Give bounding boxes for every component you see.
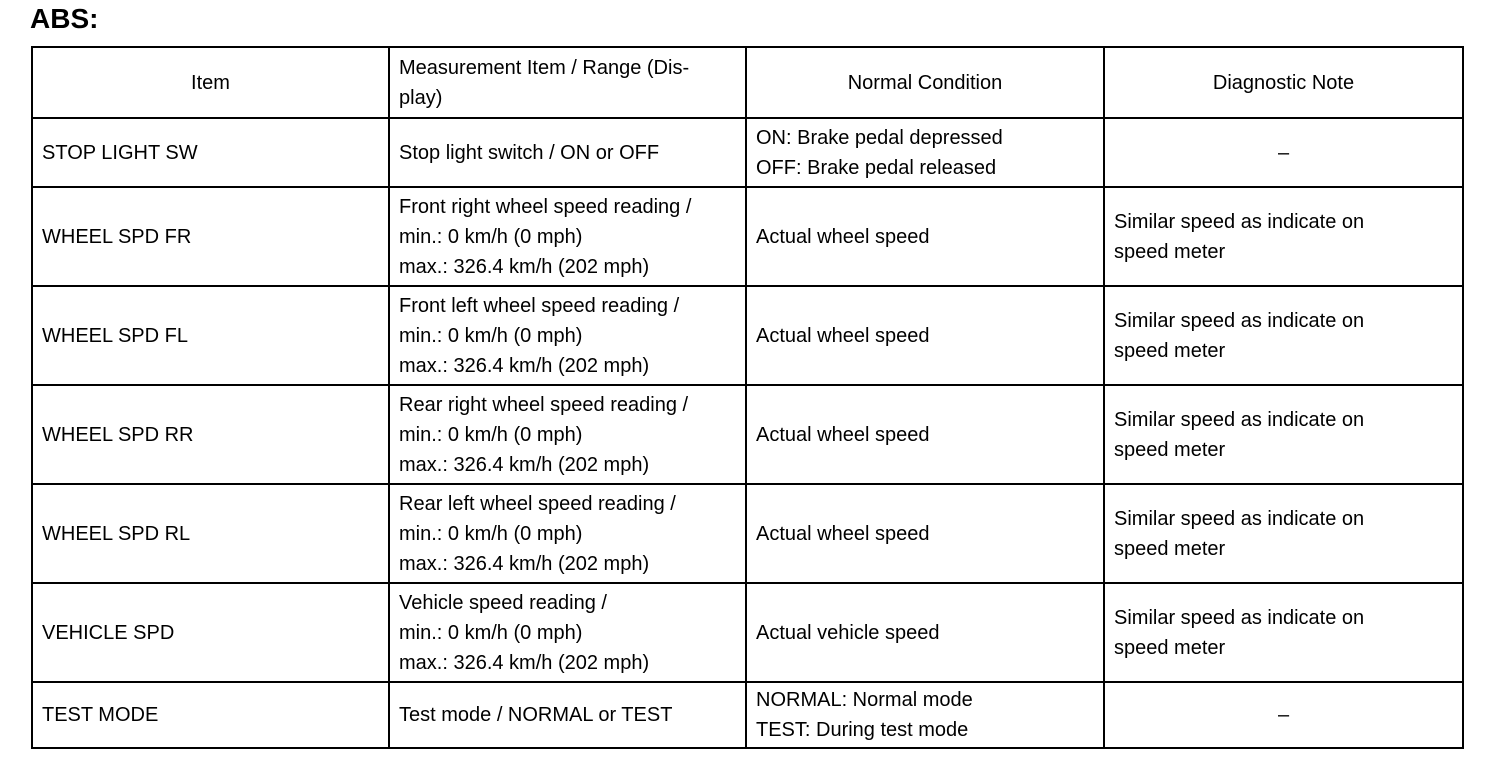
cell-range-line: min.: 0 km/h (0 mph) [399, 324, 583, 347]
cell-normal [746, 682, 1104, 748]
cell-note [1104, 682, 1463, 748]
header-normal-condition: Normal Condition [746, 47, 1104, 118]
cell-note-line: speed meter [1114, 240, 1226, 263]
cell-range [389, 682, 746, 748]
cell-range-line: max.: 326.4 km/h (202 mph) [399, 354, 650, 377]
cell-note-line: Similar speed as indicate on [1114, 210, 1365, 233]
cell-normal [746, 583, 1104, 682]
header-range-line: Measurement Item / Range (Dis- [399, 56, 690, 79]
cell-range [389, 118, 746, 187]
cell-range-line: min.: 0 km/h (0 mph) [399, 225, 583, 248]
cell-normal-line: NORMAL: Normal mode [756, 689, 973, 711]
cell-note-line: Similar speed as indicate on [1114, 408, 1365, 431]
cell-range-line: max.: 326.4 km/h (202 mph) [399, 255, 650, 278]
cell-range [389, 484, 746, 583]
cell-note [1104, 118, 1463, 187]
header-measurement-range [389, 47, 746, 118]
cell-range-line: Vehicle speed reading / [399, 591, 607, 614]
cell-note-line: speed meter [1114, 339, 1226, 362]
cell-range [389, 583, 746, 682]
cell-range-line: Front right wheel speed reading / [399, 195, 692, 218]
table-row [32, 484, 1463, 583]
cell-note-line: – [1277, 141, 1290, 164]
cell-range-line: max.: 326.4 km/h (202 mph) [399, 453, 650, 476]
table-header-row [32, 47, 1463, 118]
cell-normal-line: Actual wheel speed [756, 225, 930, 248]
cell-range-line: min.: 0 km/h (0 mph) [399, 621, 583, 644]
cell-item: WHEEL SPD RR [32, 385, 389, 484]
cell-normal-line: Actual wheel speed [756, 423, 930, 446]
cell-normal-line: Actual vehicle speed [756, 621, 940, 644]
cell-range-line: max.: 326.4 km/h (202 mph) [399, 651, 650, 674]
cell-note [1104, 484, 1463, 583]
header-item: Item [32, 47, 389, 118]
cell-note [1104, 583, 1463, 682]
cell-note-line: Similar speed as indicate on [1114, 309, 1365, 332]
table-row [32, 187, 1463, 286]
cell-note-line: speed meter [1114, 438, 1226, 461]
cell-normal [746, 286, 1104, 385]
header-diagnostic-note: Diagnostic Note [1104, 47, 1463, 118]
table-row [32, 583, 1463, 682]
cell-item: WHEEL SPD FL [32, 286, 389, 385]
table-row [32, 286, 1463, 385]
cell-item: TEST MODE [32, 682, 389, 748]
table-row [32, 385, 1463, 484]
cell-note-line: Similar speed as indicate on [1114, 507, 1365, 530]
table-row [32, 118, 1463, 187]
cell-range-line: Stop light switch / ON or OFF [399, 141, 660, 164]
cell-note-line: Similar speed as indicate on [1114, 606, 1365, 629]
cell-item: WHEEL SPD FR [32, 187, 389, 286]
cell-note [1104, 286, 1463, 385]
cell-note [1104, 385, 1463, 484]
cell-normal-line: TEST: During test mode [756, 719, 969, 741]
cell-normal-line: ON: Brake pedal depressed [756, 126, 1003, 149]
cell-note-line: speed meter [1114, 636, 1226, 659]
cell-note [1104, 187, 1463, 286]
cell-normal-line: OFF: Brake pedal released [756, 156, 997, 179]
cell-range-line: Front left wheel speed reading / [399, 294, 680, 317]
cell-normal-line: Actual wheel speed [756, 324, 930, 347]
cell-item: WHEEL SPD RL [32, 484, 389, 583]
cell-range [389, 385, 746, 484]
cell-item: VEHICLE SPD [32, 583, 389, 682]
cell-range-line: Rear left wheel speed reading / [399, 492, 676, 515]
cell-range-line: Rear right wheel speed reading / [399, 393, 689, 416]
cell-normal [746, 484, 1104, 583]
cell-note-line: speed meter [1114, 537, 1226, 560]
cell-normal [746, 385, 1104, 484]
cell-range [389, 286, 746, 385]
header-range-line-cont: play) [399, 86, 443, 109]
cell-item: STOP LIGHT SW [32, 118, 389, 187]
cell-range-line: min.: 0 km/h (0 mph) [399, 522, 583, 545]
cell-range-line: Test mode / NORMAL or TEST [399, 704, 673, 726]
cell-normal-line: Actual wheel speed [756, 522, 930, 545]
cell-range-line: min.: 0 km/h (0 mph) [399, 423, 583, 446]
cell-range-line: max.: 326.4 km/h (202 mph) [399, 552, 650, 575]
abs-data-table [31, 46, 1464, 749]
page-title: ABS: [30, 3, 99, 34]
cell-note-line: – [1277, 704, 1290, 726]
cell-normal [746, 118, 1104, 187]
cell-normal [746, 187, 1104, 286]
table-row [32, 682, 1463, 748]
cell-range [389, 187, 746, 286]
